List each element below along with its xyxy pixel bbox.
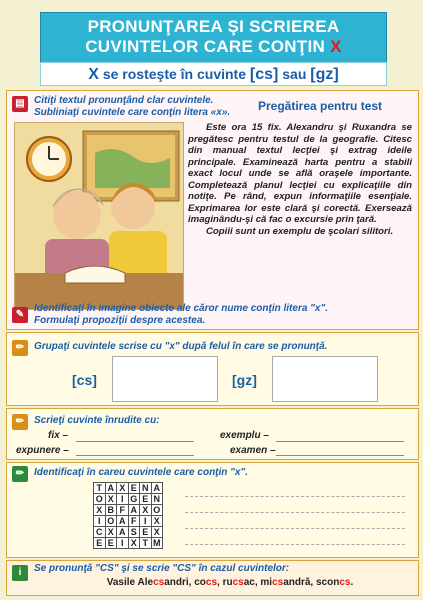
gz-answer-box[interactable] [272, 356, 378, 402]
word-expunere: expunere – [16, 445, 69, 456]
grid-cell[interactable]: N [140, 483, 152, 494]
grid-cell[interactable]: O [94, 494, 106, 505]
page-title [40, 12, 387, 64]
reading-instruction [34, 95, 264, 119]
grid-cell[interactable]: I [117, 538, 129, 549]
answer-line-examen[interactable] [276, 455, 404, 456]
grid-cell[interactable]: E [105, 538, 117, 549]
related-words-instruction: Scrieţi cuvinte înrudite cu: [34, 415, 160, 426]
grid-cell[interactable]: A [117, 527, 129, 538]
grid-cell[interactable]: X [128, 538, 140, 549]
grid-cell[interactable]: B [105, 505, 117, 516]
answer-dotline-3[interactable] [185, 528, 405, 529]
grid-cell[interactable]: T [94, 483, 106, 494]
grid-row [94, 527, 163, 538]
page-subtitle [40, 62, 387, 86]
grid-cell[interactable]: A [128, 505, 140, 516]
grid-cell[interactable]: X [94, 505, 106, 516]
grid-cell[interactable]: A [105, 483, 117, 494]
word-fix: fix – [48, 430, 69, 441]
answer-line-exemplu[interactable] [276, 441, 404, 442]
grid-instruction: Identificaţi în careu cuvintele care conţin "x". [34, 467, 248, 478]
word-exemplu: exemplu – [220, 430, 269, 441]
grid-cell[interactable]: I [94, 516, 106, 527]
rule-word: Vasile Alecsandri, [106, 577, 195, 588]
subtitle-text: se rosteşte în cuvinte [102, 66, 247, 82]
label-cs: [cs] [72, 372, 97, 388]
grid-cell[interactable]: E [94, 538, 106, 549]
grouping-instruction: Grupaţi cuvintele scrise cu "x" după felul în care se pronunţă. [34, 341, 328, 352]
grid-cell[interactable]: O [151, 505, 163, 516]
illustration [14, 122, 184, 310]
answer-dotline-2[interactable] [185, 512, 405, 513]
grid-cell[interactable]: M [153, 538, 161, 548]
grid-cell[interactable]: X [140, 505, 152, 516]
answer-dotline-4[interactable] [185, 544, 405, 545]
task-line1: Identificaţi în imagine obiecte ale căror nume conţin litera "x". [34, 303, 328, 314]
subtitle-or: sau [282, 66, 307, 82]
grid-cell[interactable]: F [128, 516, 140, 527]
grid-cell[interactable]: C [94, 527, 106, 538]
rule-word: sconcs. [315, 577, 354, 588]
grid-cell[interactable]: I [117, 494, 129, 505]
info-icon: i [12, 565, 28, 581]
rule-word: cocs, [194, 577, 223, 588]
reading-paragraph-2: Copiii sunt un exemplu de şcolari silitori. [206, 225, 394, 237]
grid-row [94, 516, 163, 527]
label-gz: [gz] [232, 372, 257, 388]
reading-paragraph-1: Este ora 15 fix. Alexandru şi Ruxandra se pregătesc pentru testul de la geografie. Citesc din manual textul lecţiei şi extrag ideile principale. Examinează harta pentru a stabili exact locul unde se află oraşele importante. Completează planul lecţiei cu explicaţiile din notiţe. Pe rând, expun informaţiile esenţiale. Exprimarea lor este clară şi corectă. Exersează imaginându-şi că fac o excursie prin ţară. [188, 122, 412, 225]
rule-word: rucsac, [222, 577, 261, 588]
word-examen: examen – [230, 445, 276, 456]
instruction-line1: Citiţi textul pronunţând clar cuvintele. [34, 95, 214, 106]
grid-cell[interactable]: X [117, 483, 129, 494]
letter-grid [93, 482, 163, 549]
grid-cell[interactable]: T [140, 538, 152, 549]
image-task-instruction [34, 303, 404, 327]
grid-row [94, 494, 163, 505]
grid-cell[interactable]: G [128, 494, 140, 505]
pencil-icon: ✏ [12, 340, 28, 356]
grid-cell[interactable]: A [151, 483, 163, 494]
task-line2: Formulaţi propoziţii despre acestea. [34, 315, 206, 326]
grid-cell[interactable]: F [117, 505, 129, 516]
title-line2-prefix: CUVINTELOR CARE CONŢIN [85, 37, 326, 56]
subtitle-letter: X [88, 66, 99, 83]
grid-cell[interactable]: E [140, 527, 152, 538]
reading-title: Pregătirea pentru test [258, 99, 383, 113]
instruction-line2: Subliniaţi cuvintele care conţin litera «x». [34, 107, 231, 118]
subtitle-gz: [gz] [310, 66, 339, 83]
title-letter-x: X [330, 37, 342, 56]
rule-text: Se pronunţă "CS" şi se scrie "CS" în cazul cuvintelor: [34, 563, 290, 574]
grid-row [94, 483, 163, 494]
grid-cell[interactable]: X [105, 527, 117, 538]
grid-row [94, 505, 163, 516]
answer-line-expunere[interactable] [76, 455, 194, 456]
rule-words [60, 577, 400, 588]
subtitle-cs: [cs] [249, 66, 279, 83]
grid-cell[interactable]: S [128, 527, 140, 538]
children-reading-illustration [15, 123, 183, 309]
grid-cell[interactable]: X [105, 494, 117, 505]
pencil-icon: ✏ [12, 414, 28, 430]
reading-text [188, 122, 412, 237]
grid-cell[interactable]: X [151, 516, 163, 527]
grid-cell[interactable]: X [151, 527, 163, 538]
answer-line-fix[interactable] [76, 441, 194, 442]
title-line2 [41, 37, 386, 57]
grid-cell[interactable]: A [117, 516, 129, 527]
cs-answer-box[interactable] [112, 356, 218, 402]
grid-cell[interactable]: E [140, 494, 152, 505]
grid-cell[interactable]: I [140, 516, 152, 527]
grid-cell[interactable]: O [105, 516, 117, 527]
answer-dotline-1[interactable] [185, 496, 405, 497]
book-icon: ▤ [12, 96, 28, 112]
rule-word: micsandră, [260, 577, 316, 588]
task-icon: ✎ [12, 307, 28, 323]
title-line1: PRONUNŢAREA ŞI SCRIEREA [87, 17, 340, 36]
grid-row [94, 538, 163, 549]
pencil-icon: ✏ [12, 466, 28, 482]
grid-cell[interactable]: E [128, 483, 140, 494]
grid-cell[interactable]: N [151, 494, 163, 505]
